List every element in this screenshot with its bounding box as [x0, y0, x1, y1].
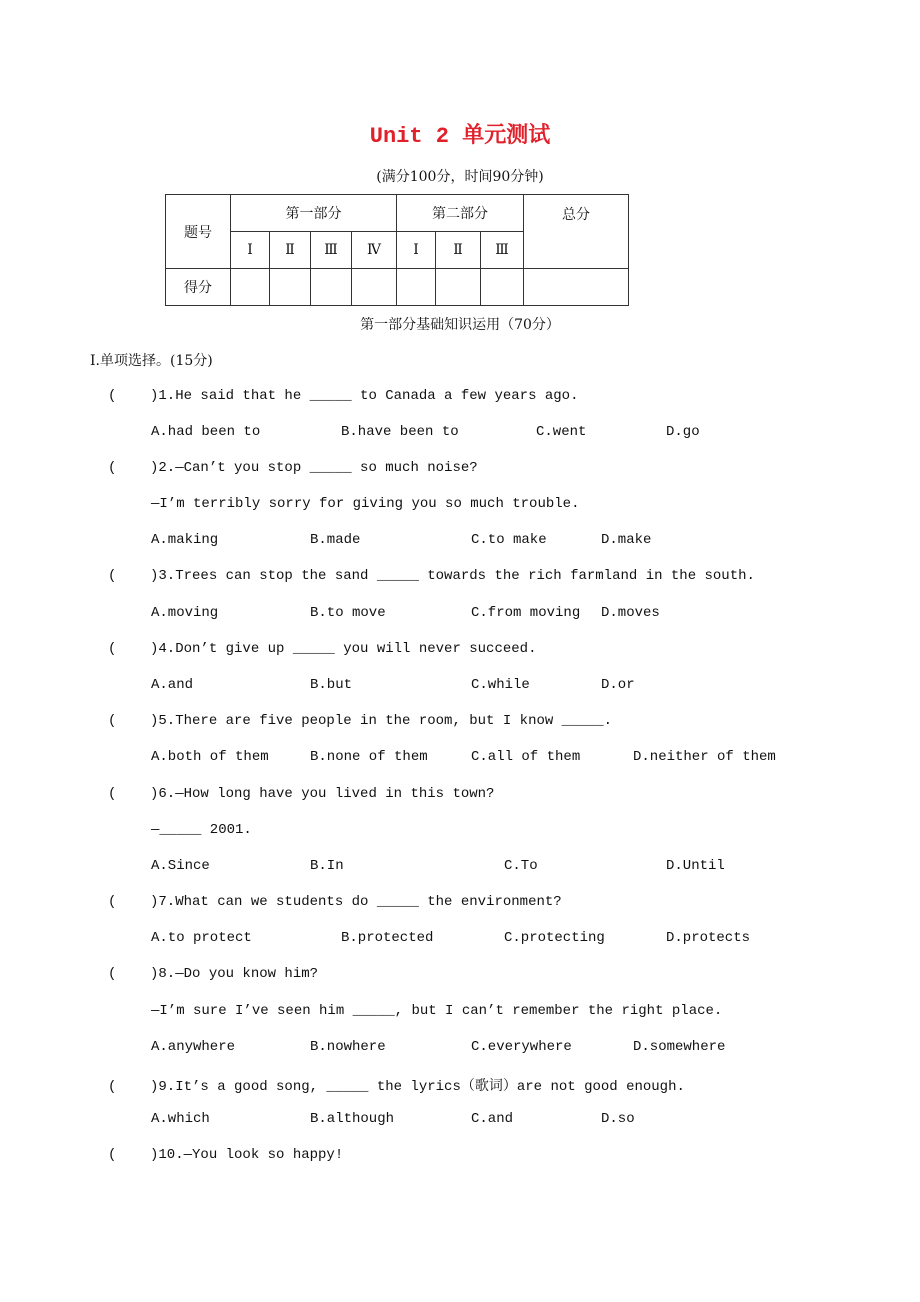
q2-option-b[interactable]: B.made	[310, 532, 361, 548]
col-p1-1: Ⅰ	[231, 232, 270, 269]
score-cell[interactable]	[352, 269, 397, 306]
question-1-stem: ( )1.He said that he _____ to Canada a few years ago.	[108, 388, 579, 404]
q2-option-d[interactable]: D.make	[601, 532, 652, 548]
question-5-stem: ( )5.There are five people in the room, but I know _____.	[108, 713, 613, 729]
q5-option-c[interactable]: C.all of them	[471, 749, 581, 765]
question-9-stem: ( )9.It’s a good song, _____ the lyrics（歌词）are not good enough.	[108, 1079, 685, 1095]
score-table	[165, 194, 629, 306]
score-cell[interactable]	[231, 269, 270, 306]
q1-option-c[interactable]: C.went	[536, 424, 587, 440]
q6-option-d[interactable]: D.Until	[666, 858, 725, 874]
question-8-reply: —I’m sure I’ve seen him _____, but I can’t remember the right place.	[151, 1003, 723, 1019]
question-3-stem: ( )3.Trees can stop the sand _____ towards the rich farmland in the south.	[108, 568, 755, 584]
q9-option-a[interactable]: A.which	[151, 1111, 210, 1127]
q5-option-d[interactable]: D.neither of them	[633, 749, 776, 765]
question-10-stem: ( )10.—You look so happy!	[108, 1147, 344, 1163]
q3-option-c[interactable]: C.from moving	[471, 605, 581, 621]
q1-option-d[interactable]: D.go	[666, 424, 700, 440]
page-subtitle: (满分100分，时间90分钟)	[376, 169, 544, 185]
q8-option-d[interactable]: D.somewhere	[633, 1039, 726, 1055]
col-p1-4: Ⅳ	[352, 232, 397, 269]
q9-option-c[interactable]: C.and	[471, 1111, 514, 1127]
score-cell[interactable]	[311, 269, 352, 306]
header-total: 总分	[524, 195, 629, 269]
q8-option-c[interactable]: C.everywhere	[471, 1039, 572, 1055]
question-6-reply: —_____ 2001.	[151, 822, 252, 838]
col-p2-2: Ⅱ	[436, 232, 481, 269]
q7-option-a[interactable]: A.to protect	[151, 930, 252, 946]
q6-option-b[interactable]: B.In	[310, 858, 344, 874]
q9-option-d[interactable]: D.so	[601, 1111, 635, 1127]
part1-heading: Ⅰ.单项选择。(15分)	[90, 353, 213, 369]
q7-option-b[interactable]: B.protected	[341, 930, 434, 946]
q1-option-b[interactable]: B.have been to	[341, 424, 459, 440]
col-p1-3: Ⅲ	[311, 232, 352, 269]
question-8-stem: ( )8.—Do you know him?	[108, 966, 319, 982]
question-2-reply: —I’m terribly sorry for giving you so much trouble.	[151, 496, 580, 512]
q7-option-d[interactable]: D.protects	[666, 930, 751, 946]
row-defen: 得分	[166, 269, 231, 306]
section-heading: 第一部分基础知识运用（70分）	[360, 317, 560, 333]
q7-option-c[interactable]: C.protecting	[504, 930, 605, 946]
header-tihao: 题号	[166, 195, 231, 269]
q1-option-a[interactable]: A.had been to	[151, 424, 261, 440]
q6-option-c[interactable]: C.To	[504, 858, 538, 874]
page-title: Unit 2 单元测试	[369, 123, 551, 149]
q4-option-c[interactable]: C.while	[471, 677, 530, 693]
q8-option-b[interactable]: B.nowhere	[310, 1039, 386, 1055]
question-4-stem: ( )4.Don’t give up _____ you will never succeed.	[108, 641, 537, 657]
q9-option-b[interactable]: B.although	[310, 1111, 395, 1127]
q5-option-a[interactable]: A.both of them	[151, 749, 269, 765]
q6-option-a[interactable]: A.Since	[151, 858, 210, 874]
q4-option-a[interactable]: A.and	[151, 677, 194, 693]
q2-option-c[interactable]: C.to make	[471, 532, 547, 548]
q5-option-b[interactable]: B.none of them	[310, 749, 428, 765]
header-part1: 第一部分	[231, 195, 397, 232]
q2-option-a[interactable]: A.making	[151, 532, 219, 548]
q4-option-b[interactable]: B.but	[310, 677, 353, 693]
q8-option-a[interactable]: A.anywhere	[151, 1039, 236, 1055]
col-p1-2: Ⅱ	[270, 232, 311, 269]
col-p2-1: Ⅰ	[397, 232, 436, 269]
q3-option-b[interactable]: B.to move	[310, 605, 386, 621]
question-6-stem: ( )6.—How long have you lived in this town?	[108, 786, 495, 802]
score-cell-total[interactable]	[524, 269, 629, 306]
q4-option-d[interactable]: D.or	[601, 677, 635, 693]
q3-option-a[interactable]: A.moving	[151, 605, 219, 621]
header-part2: 第二部分	[397, 195, 524, 232]
score-cell[interactable]	[270, 269, 311, 306]
score-cell[interactable]	[436, 269, 481, 306]
question-2-stem: ( )2.—Can’t you stop _____ so much noise?	[108, 460, 478, 476]
score-cell[interactable]	[481, 269, 524, 306]
score-cell[interactable]	[397, 269, 436, 306]
col-p2-3: Ⅲ	[481, 232, 524, 269]
q3-option-d[interactable]: D.moves	[601, 605, 660, 621]
question-7-stem: ( )7.What can we students do _____ the environment?	[108, 894, 562, 910]
